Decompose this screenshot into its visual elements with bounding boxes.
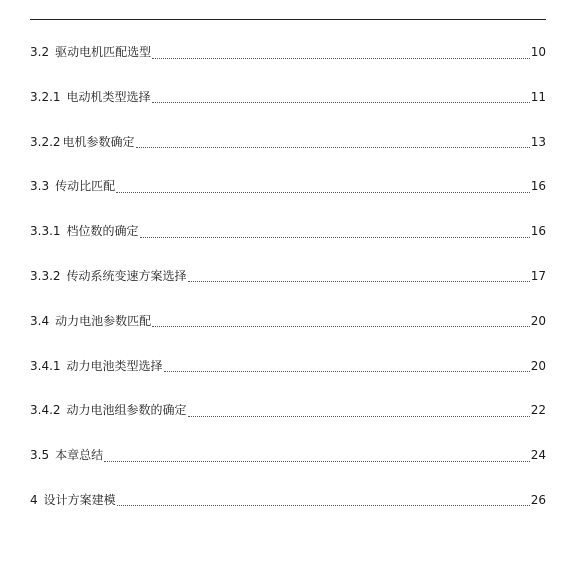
toc-entry [30, 131, 546, 153]
toc-entry-number: 3.2.1 [30, 89, 61, 104]
toc-entry-page: 13 [530, 134, 546, 149]
toc-entry-title [30, 489, 116, 511]
toc-leader-dots [188, 267, 530, 282]
toc-entry [30, 399, 546, 421]
toc-entry [30, 175, 546, 197]
toc-entry [30, 86, 546, 108]
toc-entry-title [30, 355, 163, 377]
toc-leader-dots [140, 223, 530, 238]
toc-entry-number: 3.4.2 [30, 403, 61, 418]
toc-entry [30, 310, 546, 332]
toc-entry-number: 3.4 [30, 313, 50, 328]
toc-entry-text: 传动比匹配 [55, 179, 116, 194]
toc-entry-number: 4 [30, 492, 38, 507]
toc-entry-title [30, 175, 115, 197]
toc-entry-number: 3.5 [30, 448, 50, 463]
toc-entry [30, 220, 546, 242]
table-of-contents [30, 41, 546, 534]
toc-entry [30, 355, 546, 377]
toc-entry-title [30, 310, 151, 332]
toc-entry-page: 10 [530, 45, 546, 59]
toc-entry-page: 26 [530, 492, 546, 507]
toc-entry-page: 17 [530, 268, 546, 283]
toc-entry-page: 16 [530, 224, 546, 239]
toc-leader-dots [164, 357, 530, 372]
toc-leader-dots [152, 44, 530, 59]
toc-entry-number: 3.3.1 [30, 224, 61, 239]
toc-leader-dots [116, 178, 530, 193]
toc-entry-title [30, 86, 151, 108]
toc-entry-page: 20 [530, 358, 546, 373]
toc-entry-text: 电动机类型选择 [66, 89, 151, 104]
toc-entry-page: 16 [530, 179, 546, 194]
toc-entry-page: 20 [530, 313, 546, 328]
toc-entry-text: 传动系统变速方案选择 [66, 268, 187, 283]
toc-entry-title [30, 399, 187, 421]
toc-entry-text: 设计方案建模 [43, 492, 116, 507]
toc-entry [30, 41, 546, 63]
toc-entry-title [30, 265, 187, 287]
toc-entry-text: 本章总结 [55, 448, 104, 463]
toc-entry-title [30, 41, 151, 63]
toc-leader-dots [152, 88, 530, 103]
toc-entry-text: 动力电池类型选择 [66, 358, 163, 373]
toc-entry-page: 24 [530, 448, 546, 463]
toc-entry-text: 电机参数确定 [62, 134, 135, 149]
toc-leader-dots [188, 402, 530, 417]
toc-entry [30, 444, 546, 466]
toc-entry-text: 动力电池参数匹配 [55, 313, 152, 328]
toc-entry-title [30, 131, 135, 153]
toc-entry [30, 265, 546, 287]
toc-entry [30, 489, 546, 511]
toc-entry-text: 动力电池组参数的确定 [66, 403, 187, 418]
toc-entry-number: 3.2 [30, 45, 50, 59]
toc-entry-text: 驱动电机匹配选型 [55, 45, 152, 59]
toc-entry-number: 3.3.2 [30, 268, 61, 283]
toc-entry-text: 档位数的确定 [66, 224, 139, 239]
toc-entry-page: 22 [530, 403, 546, 418]
toc-entry-number: 3.3 [30, 179, 50, 194]
toc-leader-dots [104, 447, 530, 462]
toc-leader-dots [152, 312, 530, 327]
toc-entry-title [30, 220, 139, 242]
toc-leader-dots [117, 491, 530, 506]
toc-entry-number: 3.2.2 [30, 134, 61, 149]
toc-entry-title [30, 444, 103, 466]
toc-entry-number: 3.4.1 [30, 358, 61, 373]
toc-leader-dots [136, 133, 530, 148]
toc-entry-page: 11 [530, 89, 546, 104]
header-rule [30, 19, 546, 20]
